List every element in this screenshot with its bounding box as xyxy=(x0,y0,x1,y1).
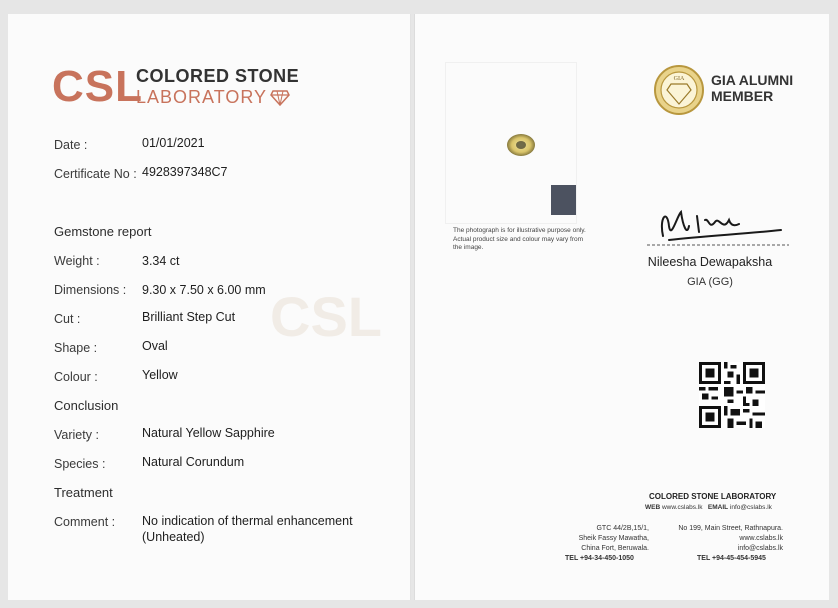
gia-line1: GIA ALUMNI xyxy=(711,72,794,88)
office2-line1: No 199, Main Street, Rathnapura. xyxy=(678,525,783,532)
gia-line2: MEMBER xyxy=(711,88,774,104)
weight-label: Weight : xyxy=(54,254,100,268)
tel-beruwala: TEL +94-34-450-1050 xyxy=(565,555,634,562)
photo-disclaimer xyxy=(453,227,603,253)
species-value: Natural Corundum xyxy=(142,455,245,469)
cut-label: Cut : xyxy=(54,312,81,326)
shape-value: Oval xyxy=(142,339,168,353)
tel-rathnapura: TEL +94-45-454-5945 xyxy=(697,555,766,562)
qr-code xyxy=(699,362,765,428)
signature xyxy=(643,196,793,252)
office1-line3: China Fort, Beruwala. xyxy=(581,545,649,552)
email-label: EMAIL xyxy=(707,504,729,511)
dimensions-label: Dimensions : xyxy=(54,283,127,297)
web-label: WEB xyxy=(645,504,661,511)
cut-value: Brilliant Step Cut xyxy=(142,310,236,324)
dimensions-value: 9.30 x 7.50 x 6.00 mm xyxy=(142,283,266,297)
gia-alumni xyxy=(711,72,793,104)
gia-seal-text: GIA xyxy=(673,76,685,82)
office2-line2: www.cslabs.lk xyxy=(739,535,783,542)
gemstone-report-title: Gemstone report xyxy=(54,224,152,239)
comment-value xyxy=(142,513,353,545)
conclusion-title: Conclusion xyxy=(54,398,119,413)
watermark: CSL xyxy=(270,285,382,348)
comment-line1: No indication of thermal enhancement xyxy=(142,514,353,528)
office1-line1: GTC 44/2B,15/1, xyxy=(596,525,649,532)
certificate-value: 4928397348C7 xyxy=(142,165,228,179)
office2-line3: info@cslabs.lk xyxy=(737,545,783,552)
species-label: Species : xyxy=(54,457,106,471)
photo-frame xyxy=(445,62,577,224)
contact-lab-name: COLORED STONE LABORATORY xyxy=(649,492,777,501)
lab-name-line2: LABORATORY xyxy=(136,87,268,107)
office-beruwala xyxy=(559,524,649,554)
treatment-title: Treatment xyxy=(54,485,113,500)
lab-name xyxy=(136,66,299,108)
variety-label: Variety : xyxy=(54,428,99,442)
shape-label: Shape : xyxy=(54,341,98,355)
office-rathnapura xyxy=(665,524,783,554)
csl-logo xyxy=(52,62,143,112)
signer-name: Nileesha Dewapaksha xyxy=(647,255,773,269)
weight-value: 3.34 ct xyxy=(142,254,180,268)
comment-label: Comment : xyxy=(54,515,116,529)
certificate-label: Certificate No : xyxy=(54,167,137,181)
signer-credential: GIA (GG) xyxy=(687,276,733,288)
certificate-right-page xyxy=(414,14,829,600)
date-value: 01/01/2021 xyxy=(142,136,205,150)
gemstone-photo xyxy=(446,63,576,223)
office1-line2: Sheik Fassy Mawatha, xyxy=(578,535,649,542)
diamond-icon xyxy=(270,90,290,106)
disclaimer-line2: Actual product size and colour may vary from xyxy=(453,235,584,243)
logo-letters: CSL xyxy=(52,62,143,111)
disclaimer-line1: The photograph is for illustrative purpose only. xyxy=(453,227,586,234)
web-value: www.cslabs.lk xyxy=(661,504,703,511)
lab-name-line1: COLORED STONE xyxy=(136,66,300,86)
qr-code-icon xyxy=(699,362,765,428)
date-label: Date : xyxy=(54,138,88,152)
disclaimer-line3: the image. xyxy=(453,244,484,251)
contact-web-email xyxy=(645,503,772,513)
email-value: info@cslabs.lk xyxy=(729,504,772,511)
certificate-left-page xyxy=(8,14,411,600)
variety-value: Natural Yellow Sapphire xyxy=(142,426,275,440)
colour-label: Colour : xyxy=(54,370,98,384)
gia-seal-icon xyxy=(653,64,705,116)
comment-line2: (Unheated) xyxy=(142,530,205,544)
colour-value: Yellow xyxy=(142,368,178,382)
